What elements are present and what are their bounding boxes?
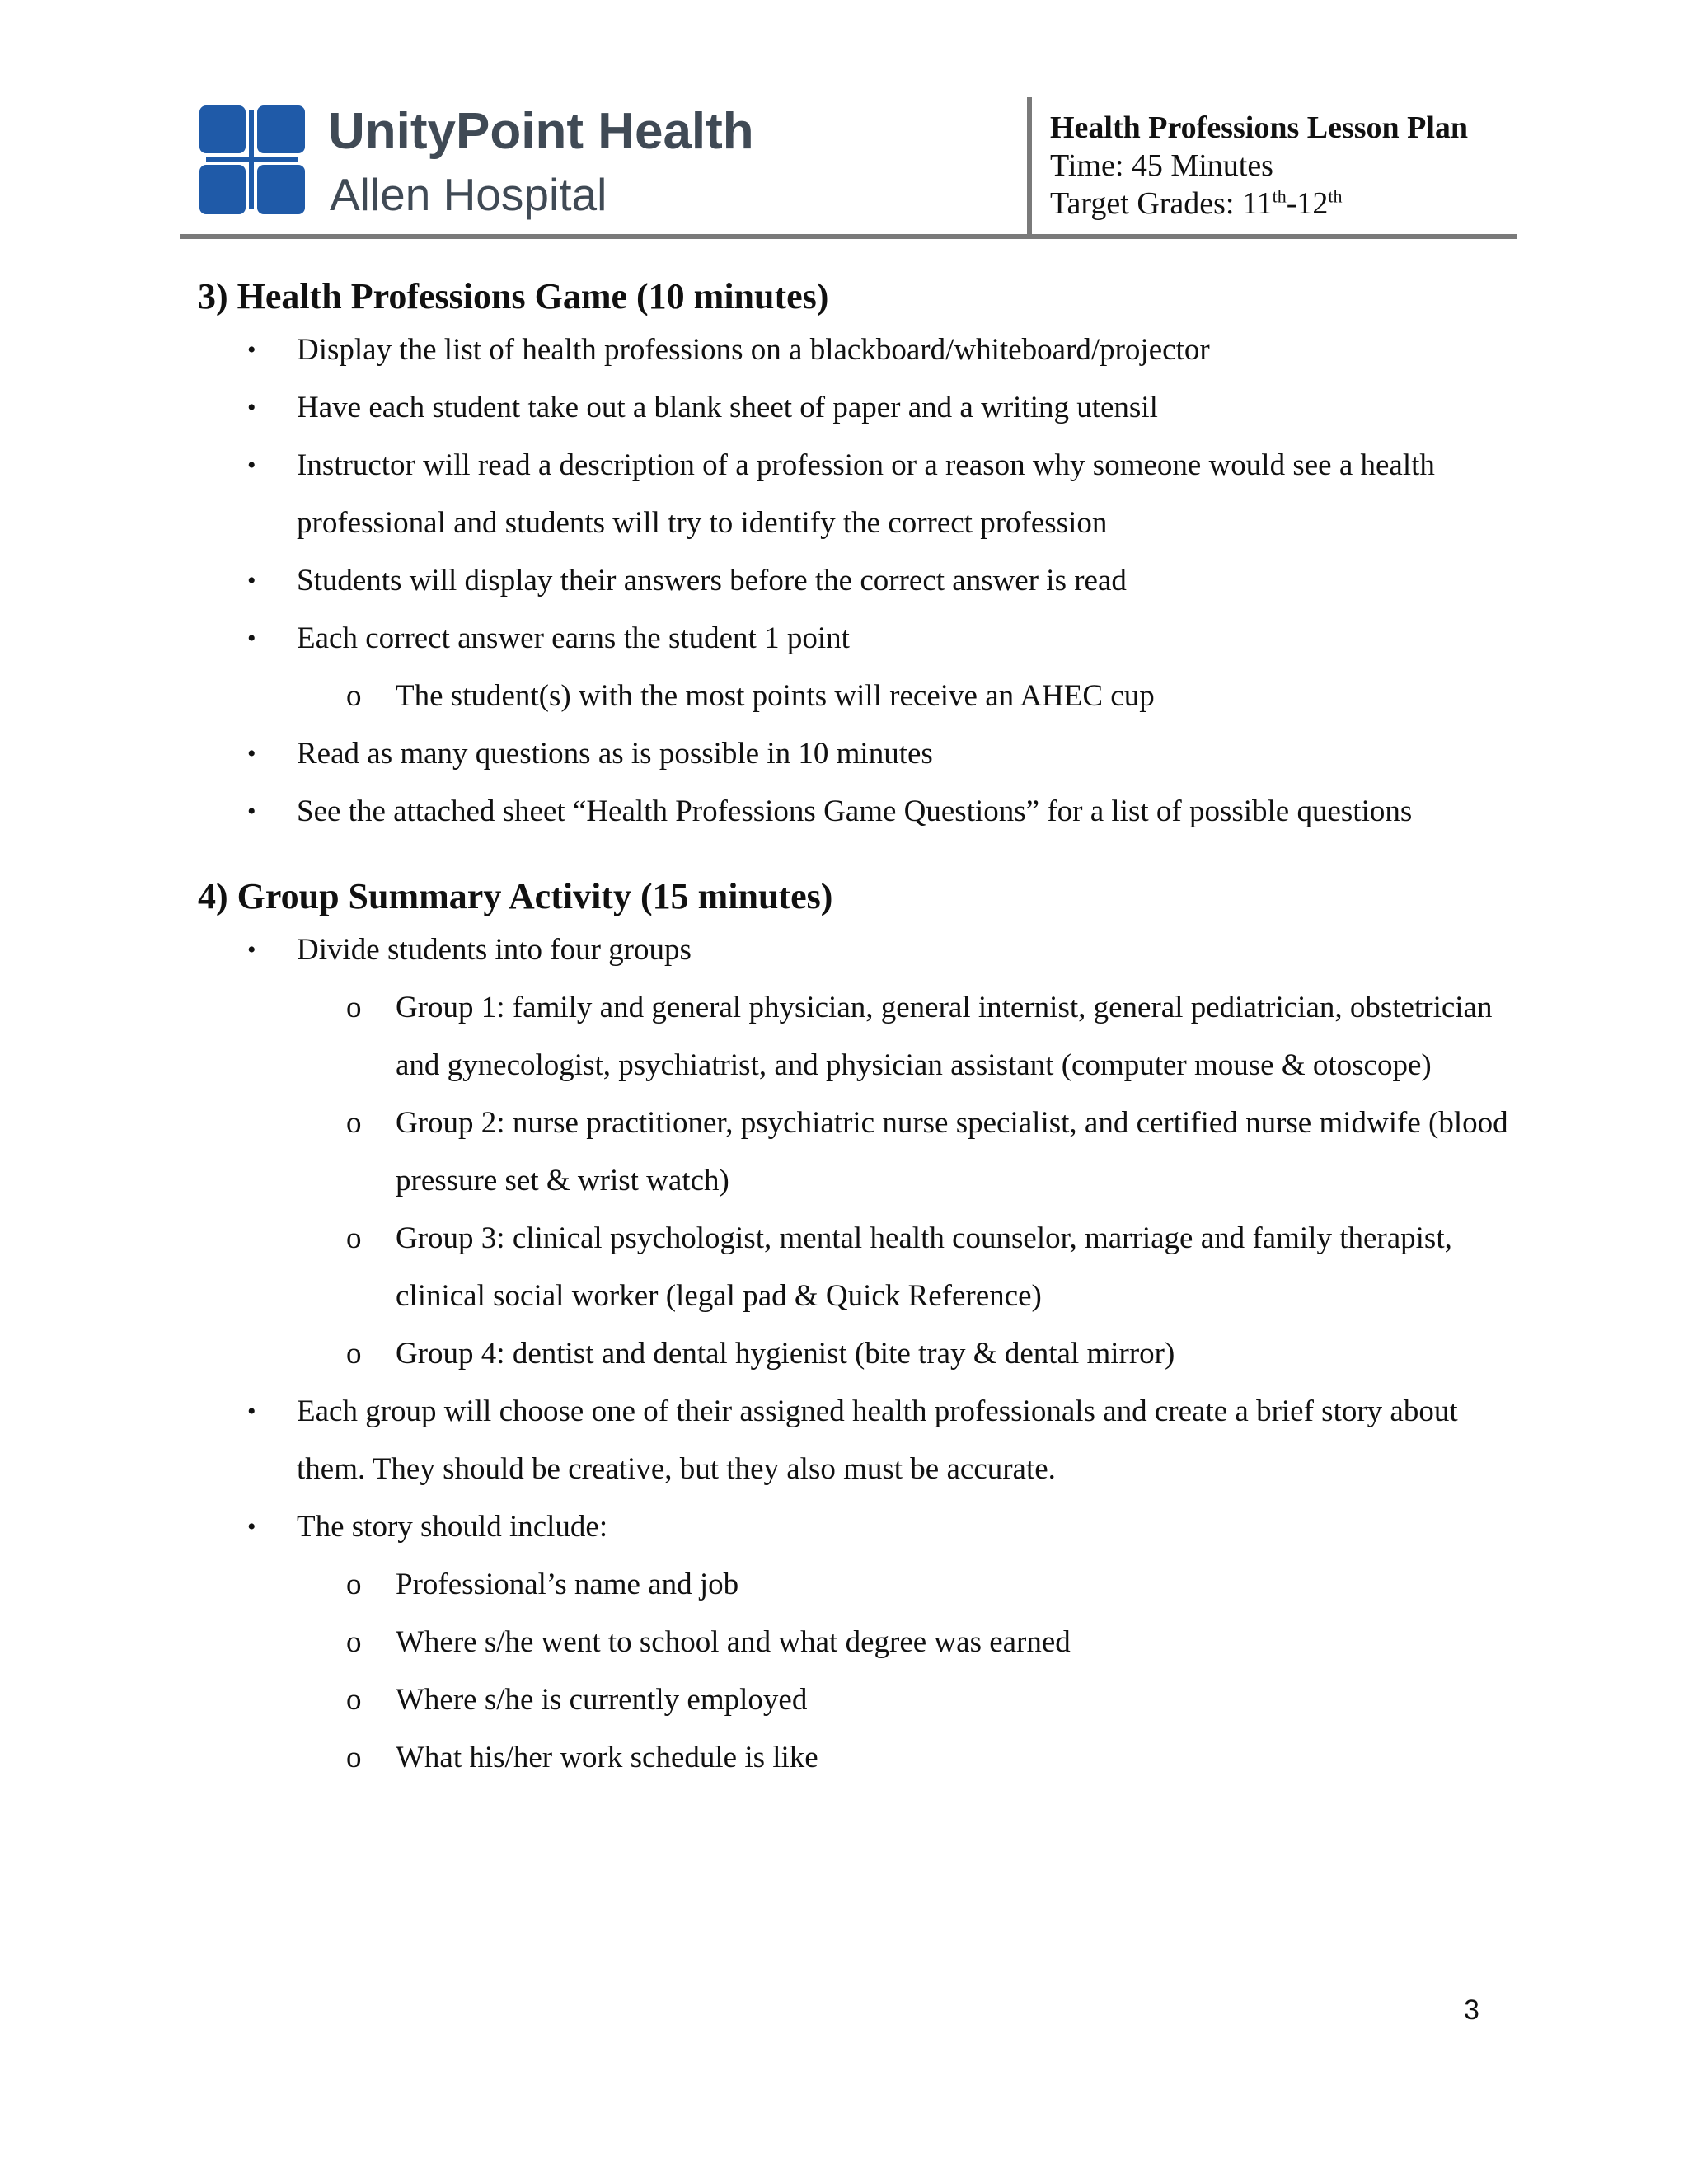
bullet-list [198, 921, 1517, 979]
lesson-title: Health Professions Lesson Plan [1050, 110, 1469, 145]
page-number: 3 [1464, 1994, 1479, 2026]
sub-list [198, 668, 1517, 725]
story-item: o Where s/he went to school and what degree was earned [346, 1625, 1071, 1659]
bullet-list [198, 725, 1517, 841]
list-item: • Read as many questions as is possible in 10 minutes [247, 737, 933, 771]
lesson-info [1050, 109, 1468, 223]
bullet-list [198, 321, 1517, 668]
list-item: • Students will display their answers before the correct answer is read [247, 564, 1127, 598]
list-item: • Have each student take out a blank sheet of paper and a writing utensil [247, 391, 1158, 424]
lesson-content [198, 272, 1517, 1787]
story-item: o Professional’s name and job [346, 1568, 739, 1601]
list-item: • The story should include: [247, 1510, 608, 1544]
unitypoint-logo [199, 105, 826, 229]
sub-list [198, 1556, 1517, 1787]
list-item: • See the attached sheet “Health Professions Game Questions” for a list of possible questions [247, 794, 1413, 828]
lesson-time: Time: 45 Minutes [1050, 148, 1273, 183]
section-heading: 4) Group Summary Activity (15 minutes) [198, 876, 833, 916]
section-group-summary [198, 872, 1517, 1787]
logo-line2: Allen Hospital [330, 169, 607, 220]
sub-list [198, 979, 1517, 1383]
group-item: o Group 1: family and general physician, general internist, general pediatrician, obstetrician and gynecologist, psychiatrist, and physician assistant (computer mouse & otoscope) [346, 991, 1493, 1082]
list-item: • Instructor will read a description of a profession or a reason why someone would see a health professional and students will try to identify the correct profession [247, 448, 1435, 540]
cross-logo-icon [199, 105, 305, 214]
group-item: o Group 4: dentist and dental hygienist (bite tray & dental mirror) [346, 1337, 1175, 1371]
bullet-list [198, 1383, 1517, 1556]
list-item: • Display the list of health professions on a blackboard/whiteboard/projector [247, 333, 1210, 367]
group-item: o Group 2: nurse practitioner, psychiatric nurse specialist, and certified nurse midwife (blood pressure set & wrist watch) [346, 1106, 1508, 1197]
lesson-grades: Target Grades: 11th-12th [1050, 185, 1343, 221]
list-item: • Each group will choose one of their assigned health professionals and create a brief story about them. They should be creative, but they also must be accurate. [247, 1394, 1458, 1486]
group-item: o Group 3: clinical psychologist, mental health counselor, marriage and family therapist, clinical social worker (legal pad & Quick Reference) [346, 1221, 1452, 1313]
logo-line1: UnityPoint Health [328, 103, 754, 160]
header-divider [1027, 97, 1032, 237]
page-header [180, 97, 1517, 237]
header-rule [180, 234, 1517, 239]
section-health-professions-game [198, 272, 1517, 841]
story-item: o What his/her work schedule is like [346, 1741, 818, 1774]
story-item: o Where s/he is currently employed [346, 1683, 808, 1717]
section-heading: 3) Health Professions Game (10 minutes) [198, 276, 829, 316]
list-item: • Each correct answer earns the student 1 point [247, 621, 850, 655]
sub-list-item: o The student(s) with the most points will receive an AHEC cup [346, 679, 1155, 713]
list-item: • Divide students into four groups [247, 933, 692, 967]
